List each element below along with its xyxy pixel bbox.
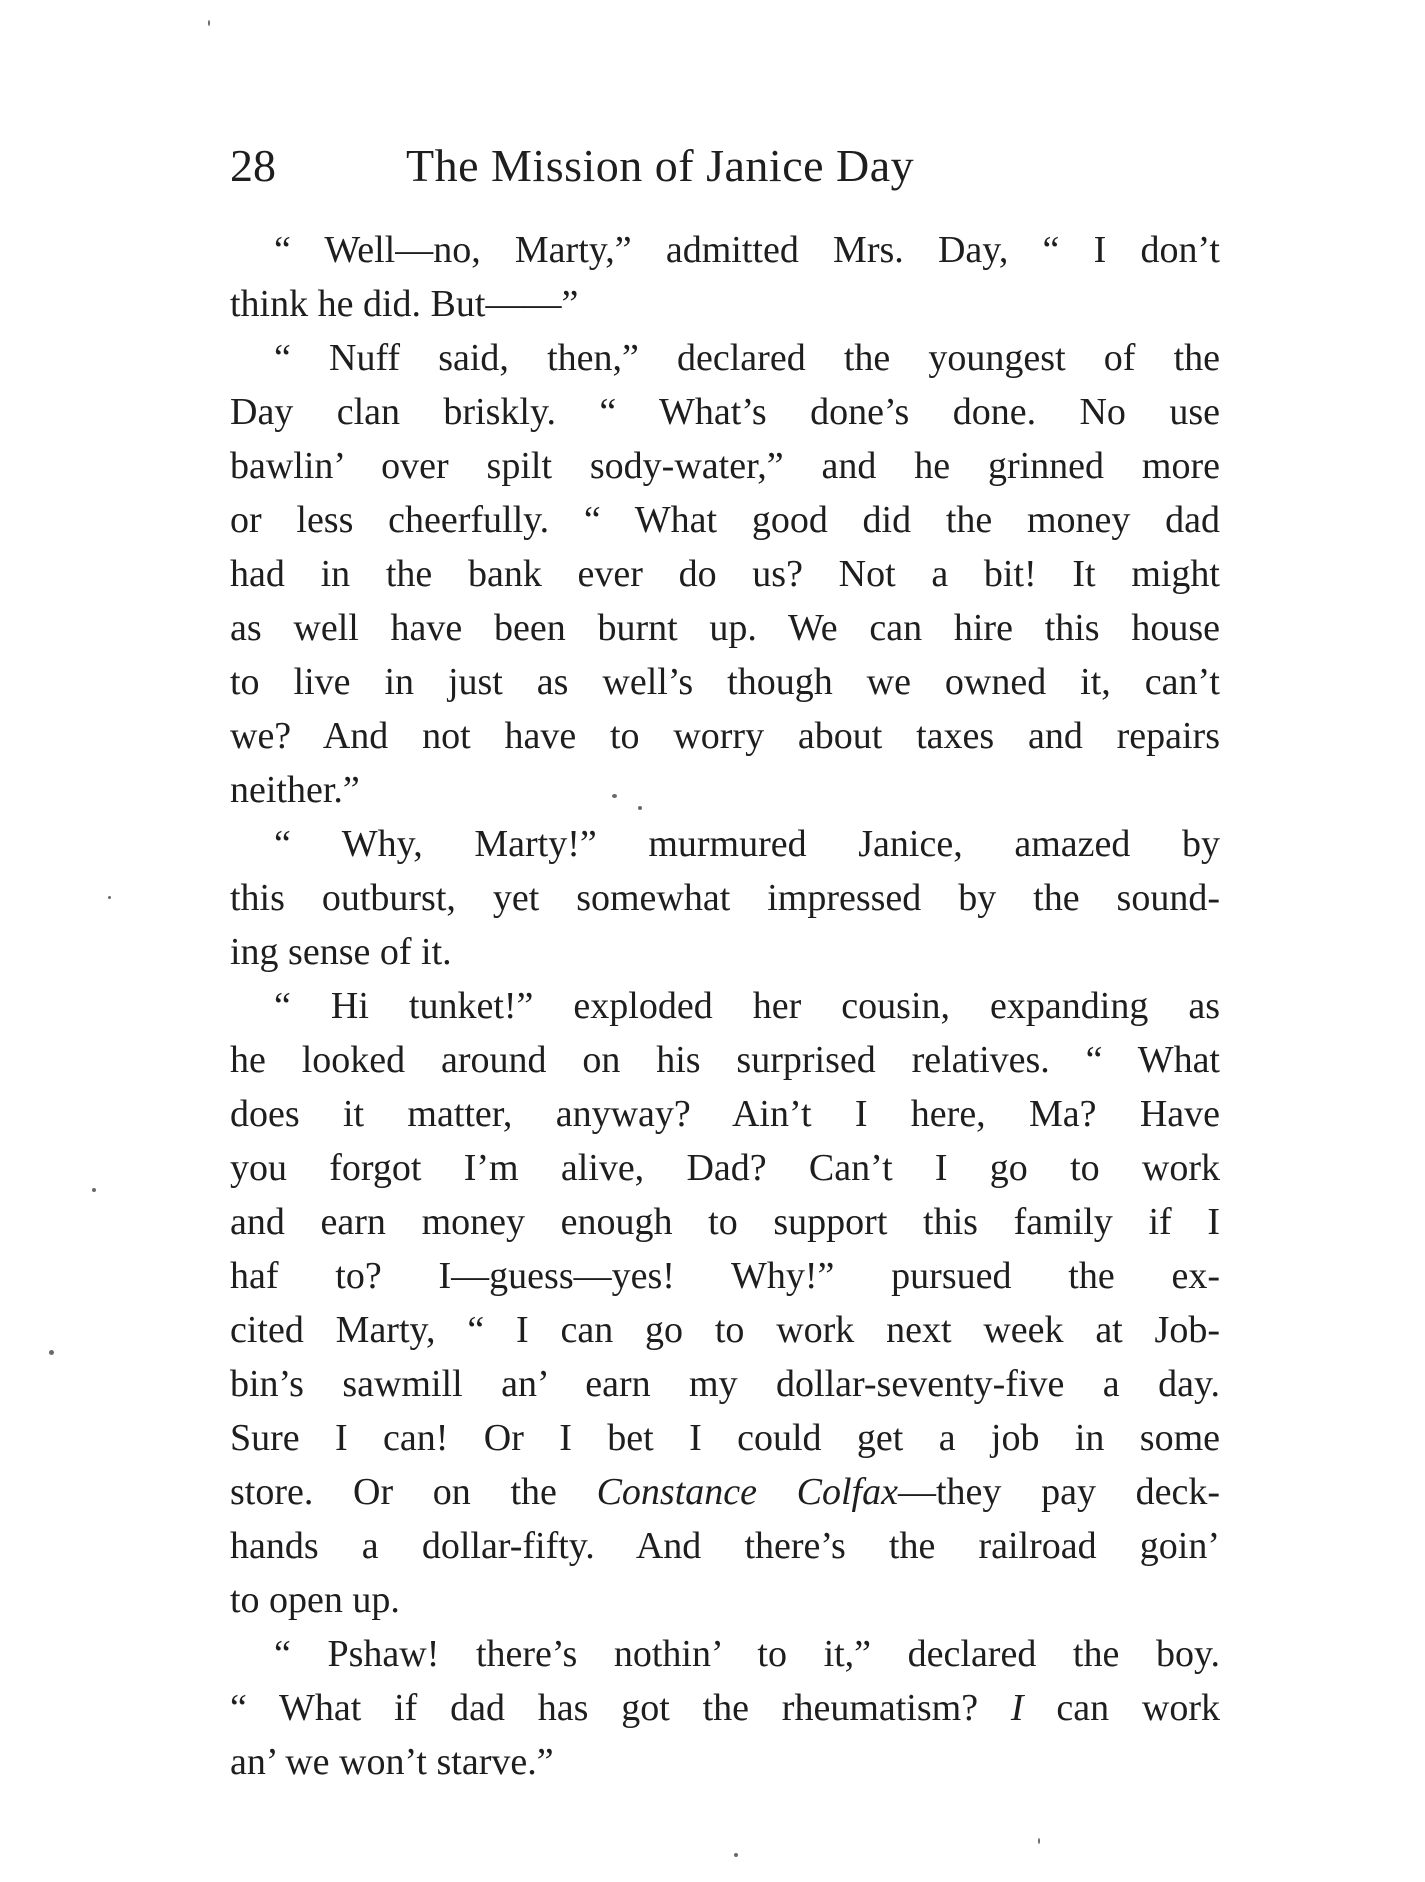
text-line: Sure I can! Or I bet I could get a job in some (230, 1417, 1220, 1459)
text-line (230, 1465, 1220, 1519)
scan-speck (49, 1350, 54, 1355)
emphasis-italic: I (1010, 1687, 1024, 1729)
scan-speck (108, 896, 111, 899)
line-segment: —they pay deck- (897, 1471, 1220, 1513)
text-line: neither.” (230, 769, 360, 811)
running-title: The Mission of Janice Day (406, 140, 915, 191)
scan-speck (612, 794, 617, 798)
scan-speck (638, 806, 642, 810)
scan-speck (92, 1188, 96, 1192)
scan-speck (208, 20, 210, 26)
text-line: ing sense of it. (230, 931, 452, 973)
text-line: to open up. (230, 1579, 400, 1621)
text-line: think he did. But——” (230, 283, 579, 325)
ship-name-italic: Constance Colfax (596, 1471, 898, 1513)
text-line: bin’s sawmill an’ earn my dollar-seventy-five a day. (230, 1363, 1220, 1405)
page-number: 28 (230, 140, 276, 191)
text-line: Day clan briskly. “ What’s done’s done. No use (230, 391, 1220, 433)
text-line: to live in just as well’s though we owned it, can’t (230, 661, 1220, 703)
text-line: and earn money enough to support this family if I (230, 1201, 1220, 1243)
line-segment: can work (1023, 1687, 1220, 1729)
text-line: you forgot I’m alive, Dad? Can’t I go to work (230, 1147, 1220, 1189)
text-line: does it matter, anyway? Ain’t I here, Ma? Have (230, 1093, 1220, 1135)
text-line: he looked around on his surprised relatives. “ What (230, 1039, 1220, 1081)
text-line: “ Why, Marty!” murmured Janice, amazed by (274, 823, 1220, 865)
text-line: “ Well—no, Marty,” admitted Mrs. Day, “ I don’t (274, 229, 1220, 271)
scan-speck (734, 1853, 738, 1857)
text-line: hands a dollar-fifty. And there’s the railroad goin’ (230, 1525, 1220, 1567)
text-line: “ Nuff said, then,” declared the youngest of the (274, 337, 1220, 379)
text-line: cited Marty, “ I can go to work next week at Job- (230, 1309, 1220, 1351)
text-line: as well have been burnt up. We can hire this house (230, 607, 1220, 649)
text-line: we? And not have to worry about taxes and repairs (230, 715, 1220, 757)
text-line: haf to? I—guess—yes! Why!” pursued the ex- (230, 1255, 1220, 1297)
line-segment: store. Or on the (230, 1471, 597, 1513)
text-line: bawlin’ over spilt sody-water,” and he grinned more (230, 445, 1220, 487)
scan-speck (1038, 1838, 1040, 1844)
page-header (230, 138, 1220, 198)
text-line: or less cheerfully. “ What good did the money dad (230, 499, 1220, 541)
body-text (230, 223, 1220, 1789)
line-segment: “ What if dad has got the rheumatism? (230, 1687, 1011, 1729)
text-line: an’ we won’t starve.” (230, 1741, 554, 1783)
text-line: this outburst, yet somewhat impressed by the sound- (230, 877, 1220, 919)
text-line: “ Pshaw! there’s nothin’ to it,” declared the boy. (274, 1633, 1220, 1675)
text-line: “ Hi tunket!” exploded her cousin, expanding as (274, 985, 1220, 1027)
text-line: had in the bank ever do us? Not a bit! It might (230, 553, 1220, 595)
text-line (230, 1681, 1220, 1735)
